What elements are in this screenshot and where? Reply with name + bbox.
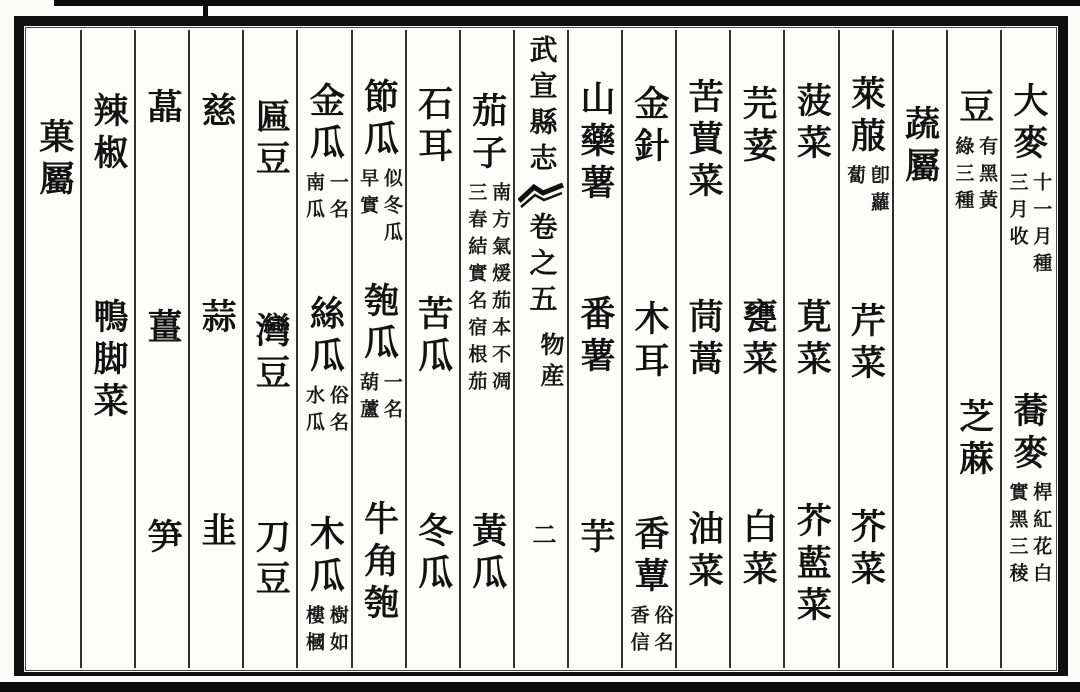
column-item (82, 298, 134, 424)
item-text: 油菜 (684, 510, 724, 594)
item-text: 金瓜 (305, 82, 345, 166)
item-text: 薑 (143, 308, 183, 350)
column-item (569, 80, 621, 206)
column-item (407, 85, 459, 169)
text-column-8 (621, 30, 675, 668)
annotation-left: 香信 (627, 605, 649, 659)
column-item (136, 308, 188, 350)
column-item (407, 295, 459, 379)
item-text: 木瓜 (305, 515, 345, 599)
item-text: 芝蔴 (954, 398, 994, 482)
item-text: 山藥薯 (575, 80, 615, 206)
column-item (244, 312, 296, 396)
column-item (190, 298, 242, 340)
column-item (298, 295, 350, 439)
annotation-right: 卽蘿 (867, 165, 889, 219)
column-item (840, 302, 892, 386)
item-text: 蔬屬 (900, 105, 940, 189)
column-item (515, 212, 567, 320)
column-item (894, 105, 946, 189)
column-item (353, 500, 405, 626)
column-item (515, 332, 567, 394)
columns-container (28, 30, 1054, 668)
column-item (28, 118, 80, 202)
item-text: 笋 (143, 518, 183, 560)
column-item (785, 82, 837, 166)
column-item (623, 85, 675, 169)
item-text: 苦瓜 (413, 295, 453, 379)
annotation-left: 樓槶 (303, 605, 325, 659)
item-annotation (301, 172, 348, 226)
item-text: 韭 (197, 512, 237, 554)
item-text: 大麥 (1008, 82, 1048, 166)
annotation-right: 一名 (326, 172, 348, 226)
text-column-2 (946, 30, 1000, 668)
column-item (948, 398, 1000, 482)
item-text: 蕎麥 (1008, 392, 1048, 476)
fishtail-icon (518, 182, 564, 209)
item-text: 茼蒿 (684, 298, 724, 382)
item-text: 萊菔 (846, 75, 886, 159)
item-text: 茄子 (467, 92, 507, 176)
annotation-right: 似冬瓜 (380, 168, 402, 249)
annotation-right: 樹如 (326, 605, 348, 659)
annotation-right: 俗名 (326, 385, 348, 439)
annotation-right: 十一月種 (1030, 172, 1052, 280)
page-border-frame (14, 16, 1068, 676)
column-item (731, 85, 783, 169)
text-column-11 (459, 30, 513, 668)
column-item (623, 515, 675, 659)
column-item (677, 298, 729, 382)
annotation-left: 三月收 (1006, 172, 1028, 253)
item-text: 番薯 (575, 295, 615, 379)
column-item (623, 300, 675, 384)
item-text: 蕌 (143, 88, 183, 130)
item-text: 黃瓜 (467, 512, 507, 596)
item-annotation (626, 605, 673, 659)
annotation-left: 南瓜 (303, 172, 325, 226)
column-item (190, 92, 242, 134)
item-text: 芥菜 (846, 508, 886, 592)
item-text: 香蕈 (630, 515, 670, 599)
text-column-12 (405, 30, 459, 668)
item-text: 木耳 (630, 300, 670, 384)
column-item (840, 508, 892, 592)
annotation-left: 三春結實名宿根茄 (465, 182, 487, 398)
column-item (244, 98, 296, 182)
item-annotation (464, 182, 511, 398)
annotation-right: 桿紅花白 (1030, 482, 1052, 590)
item-text: 物産 (535, 332, 562, 394)
item-text: 灣豆 (251, 312, 291, 396)
column-item (785, 502, 837, 628)
text-column-7 (675, 30, 729, 668)
item-text: 芥藍菜 (792, 502, 832, 628)
item-text: 芫荽 (738, 85, 778, 169)
column-item (731, 508, 783, 592)
item-text: 牛角匏 (359, 500, 399, 626)
column-item (353, 282, 405, 426)
text-column-1 (1000, 30, 1054, 668)
text-column-17 (134, 30, 188, 668)
item-text: 二 (527, 522, 554, 553)
column-item (515, 35, 567, 179)
fishtail-mark (515, 180, 567, 209)
item-text: 鴨脚菜 (88, 298, 128, 424)
annotation-left: 綠三種 (952, 136, 974, 217)
item-text: 冬瓜 (413, 512, 453, 596)
item-text: 芹菜 (846, 302, 886, 386)
item-text: 辣椒 (88, 92, 128, 176)
item-annotation (301, 605, 348, 659)
text-column-13 (351, 30, 405, 668)
banxin-column (513, 30, 567, 668)
text-column-19 (28, 30, 80, 668)
column-item (569, 518, 621, 560)
item-text: 節瓜 (359, 78, 399, 162)
text-column-5 (783, 30, 837, 668)
column-item (82, 92, 134, 176)
text-column-18 (80, 30, 134, 668)
scan-bottom-edge (0, 682, 1080, 692)
text-column-6 (729, 30, 783, 668)
text-column-9 (567, 30, 621, 668)
annotation-right: 一名 (380, 372, 402, 426)
column-item (515, 522, 567, 553)
item-text: 白菜 (738, 508, 778, 592)
item-text: 刀豆 (251, 518, 291, 602)
column-item (190, 512, 242, 554)
column-item (353, 78, 405, 249)
item-text: 芋 (575, 518, 615, 560)
column-item (407, 512, 459, 596)
item-annotation (1005, 172, 1052, 280)
column-item (461, 512, 513, 596)
column-item (136, 88, 188, 130)
column-item (136, 518, 188, 560)
item-text: 菠菜 (792, 82, 832, 166)
item-annotation (355, 168, 402, 249)
text-column-15 (242, 30, 296, 668)
annotation-right: 俗名 (651, 605, 673, 659)
column-item (785, 298, 837, 382)
item-text: 甕菜 (738, 298, 778, 382)
item-annotation (355, 372, 402, 426)
item-text: 菓屬 (34, 118, 74, 202)
annotation-left: 蔔 (844, 165, 866, 192)
text-column-4 (838, 30, 892, 668)
column-item (569, 295, 621, 379)
column-item (244, 518, 296, 602)
text-column-16 (188, 30, 242, 668)
text-column-3 (892, 30, 946, 668)
item-annotation (842, 165, 889, 219)
column-item (840, 75, 892, 219)
column-item (731, 298, 783, 382)
item-text: 武宣縣志 (525, 35, 557, 179)
column-item (677, 78, 729, 204)
annotation-right: 南方氣煖茄本不凋 (489, 182, 511, 398)
annotation-left: 實黑三稜 (1006, 482, 1028, 590)
annotation-right: 有黑黃 (976, 136, 998, 217)
item-annotation (301, 385, 348, 439)
item-text: 慈 (197, 92, 237, 134)
annotation-left: 葫蘆 (357, 372, 379, 426)
item-text: 匏瓜 (359, 282, 399, 366)
text-column-14 (296, 30, 350, 668)
item-text: 豆 (954, 88, 994, 130)
item-text: 卷之五 (525, 212, 557, 320)
column-item (1002, 82, 1054, 280)
item-text: 匾豆 (251, 98, 291, 182)
column-item (677, 510, 729, 594)
item-annotation (1005, 482, 1052, 590)
item-text: 石耳 (413, 85, 453, 169)
item-text: 莧菜 (792, 298, 832, 382)
column-item (1002, 392, 1054, 590)
column-item (298, 82, 350, 226)
column-item (298, 515, 350, 659)
item-text: 金針 (630, 85, 670, 169)
item-text: 苦蕒菜 (684, 78, 724, 204)
item-text: 蒜 (197, 298, 237, 340)
column-item (948, 88, 1000, 217)
item-text: 絲瓜 (305, 295, 345, 379)
annotation-left: 水瓜 (303, 385, 325, 439)
column-item (461, 92, 513, 398)
item-annotation (951, 136, 998, 217)
annotation-left: 早實 (357, 168, 379, 222)
